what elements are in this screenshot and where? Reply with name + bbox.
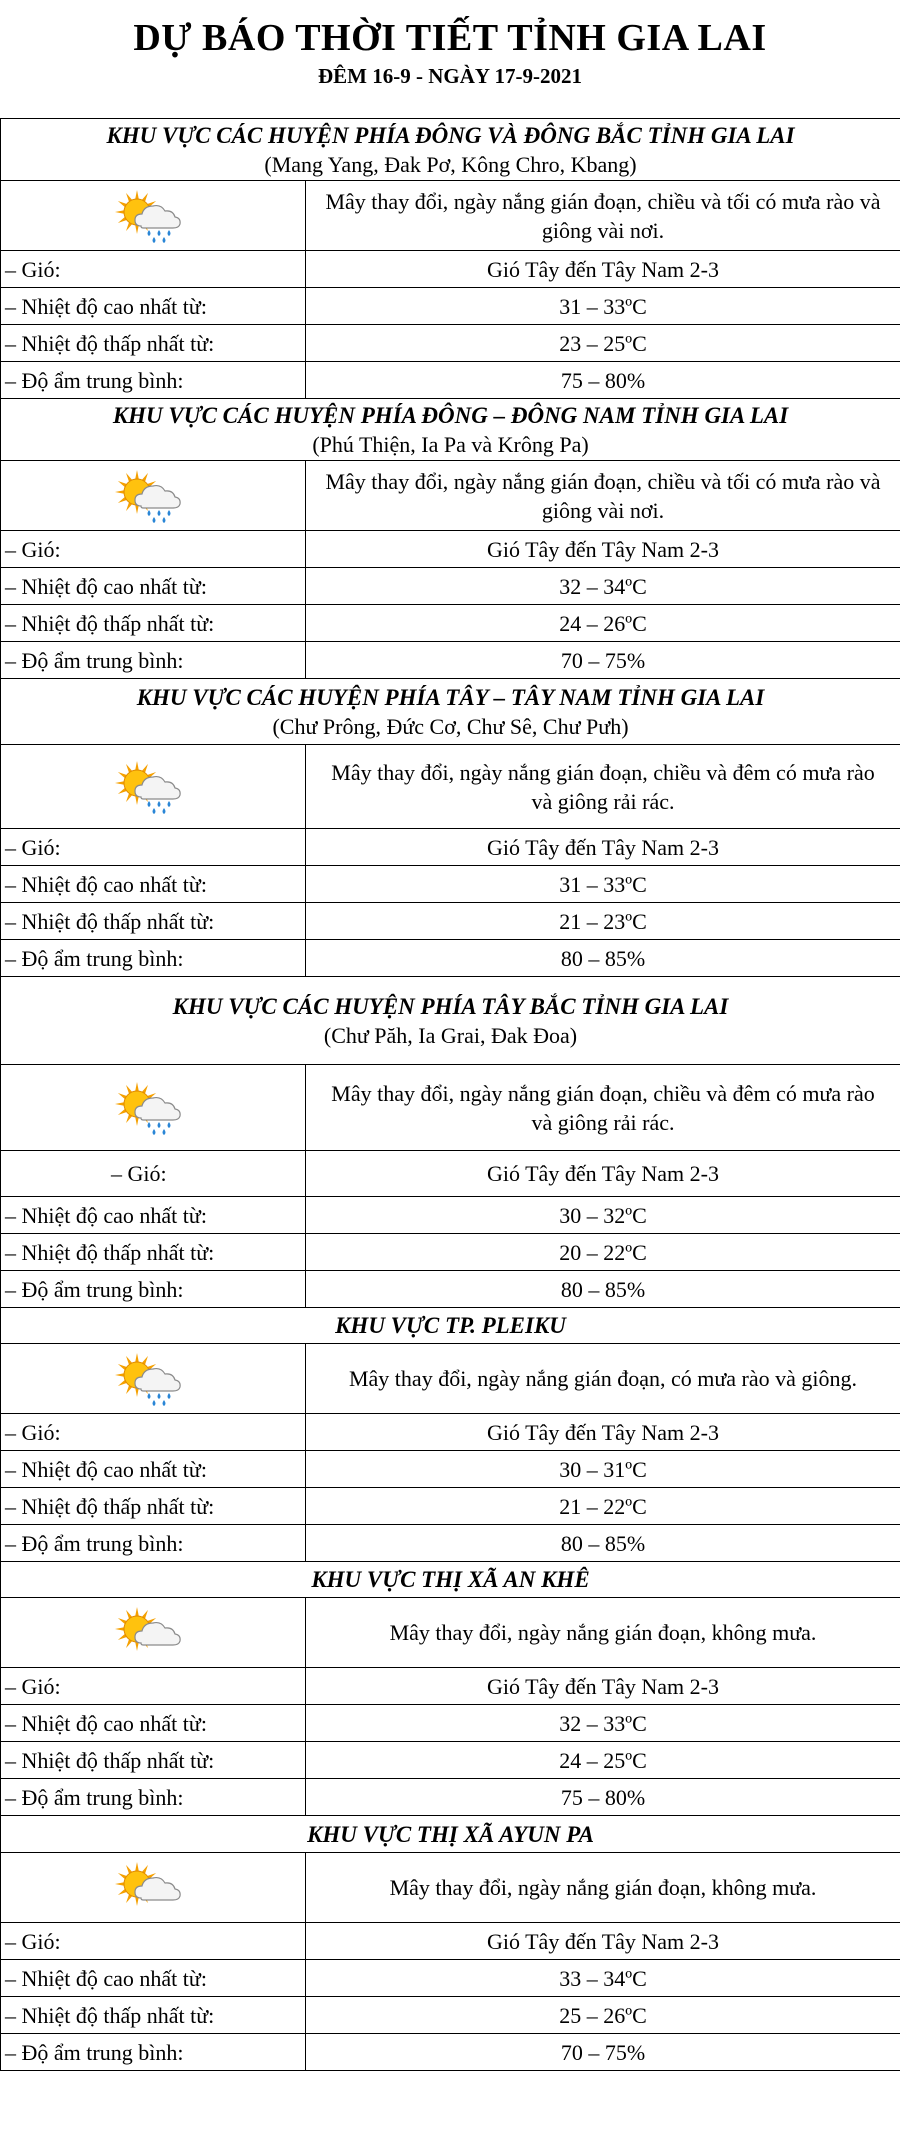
min-temp-value: 21 – 23ºC [306,903,900,940]
region-name: KHU VỰC THỊ XÃ AN KHÊ [311,1567,590,1592]
weather-icon-cell [1,181,306,251]
region-name: KHU VỰC CÁC HUYỆN PHÍA ĐÔNG – ĐÔNG NAM TỈNH GIA LAI [112,402,789,428]
header [0,0,900,118]
region-header [1,1308,900,1344]
min-temp-label: – Nhiệt độ thấp nhất từ: [1,1997,306,2034]
max-temp-row [1,1705,900,1742]
max-temp-value: 31 – 33ºC [306,288,900,325]
region-header [1,679,900,745]
region-header-row [1,1562,900,1598]
sun-cloud-rain-icon [113,481,193,506]
max-temp-row [1,568,900,605]
humidity-value: 70 – 75% [306,642,900,679]
min-temp-row [1,1488,900,1525]
humidity-label: – Độ ẩm trung bình: [1,940,306,977]
max-temp-label: – Nhiệt độ cao nhất từ: [1,1705,306,1742]
max-temp-label: – Nhiệt độ cao nhất từ: [1,288,306,325]
weather-row [1,1598,900,1668]
min-temp-label: – Nhiệt độ thấp nhất từ: [1,903,306,940]
min-temp-value: 21 – 22ºC [306,1488,900,1525]
region-header [1,1562,900,1598]
wind-value: Gió Tây đến Tây Nam 2-3 [306,829,900,866]
weather-icon-cell [1,1853,306,1923]
weather-icon-cell [1,461,306,531]
region-name: KHU VỰC CÁC HUYỆN PHÍA ĐÔNG VÀ ĐÔNG BẮC TỈNH GIA LAI [106,122,795,148]
region-name: KHU VỰC CÁC HUYỆN PHÍA TÂY – TÂY NAM TỈNH GIA LAI [136,684,765,710]
wind-value: Gió Tây đến Tây Nam 2-3 [306,1414,900,1451]
min-temp-label: – Nhiệt độ thấp nhất từ: [1,605,306,642]
sun-cloud-rain-icon [113,201,193,226]
max-temp-value: 30 – 32ºC [306,1197,900,1234]
wind-value: Gió Tây đến Tây Nam 2-3 [306,1151,900,1197]
humidity-value: 80 – 85% [306,1525,900,1562]
min-temp-row [1,1742,900,1779]
page-title: DỰ BÁO THỜI TIẾT TỈNH GIA LAI [133,17,767,59]
sun-cloud-icon [113,1618,193,1643]
min-temp-row [1,605,900,642]
region-header [1,977,900,1065]
humidity-row [1,2034,900,2071]
wind-row [1,531,900,568]
max-temp-value: 30 – 31ºC [306,1451,900,1488]
humidity-label: – Độ ẩm trung bình: [1,1271,306,1308]
humidity-row [1,642,900,679]
weather-row [1,745,900,829]
wind-value: Gió Tây đến Tây Nam 2-3 [306,1923,900,1960]
min-temp-label: – Nhiệt độ thấp nhất từ: [1,1488,306,1525]
max-temp-label: – Nhiệt độ cao nhất từ: [1,1451,306,1488]
wind-label: – Gió: [1,1414,306,1451]
max-temp-label: – Nhiệt độ cao nhất từ: [1,568,306,605]
humidity-label: – Độ ẩm trung bình: [1,362,306,399]
max-temp-label: – Nhiệt độ cao nhất từ: [1,1197,306,1234]
weather-icon-cell [1,1065,306,1151]
sun-cloud-rain-icon [113,1364,193,1389]
max-temp-row [1,288,900,325]
region-header [1,1816,900,1853]
max-temp-row [1,1960,900,1997]
weather-description: Mây thay đổi, ngày nắng gián đoạn, chiều và đêm có mưa rào và giông rải rác. [306,745,900,829]
min-temp-label: – Nhiệt độ thấp nhất từ: [1,325,306,362]
region-districts: (Chư Prông, Đức Cơ, Chư Sê, Chư Pưh) [272,713,629,739]
wind-value: Gió Tây đến Tây Nam 2-3 [306,531,900,568]
humidity-value: 75 – 80% [306,362,900,399]
min-temp-row [1,325,900,362]
min-temp-value: 20 – 22ºC [306,1234,900,1271]
forecast-table [0,118,900,2071]
weather-description: Mây thay đổi, ngày nắng gián đoạn, có mưa rào và giông. [306,1344,900,1414]
region-districts: (Chư Păh, Ia Grai, Đak Đoa) [323,1022,578,1048]
wind-label: – Gió: [1,1668,306,1705]
humidity-row [1,1525,900,1562]
wind-value: Gió Tây đến Tây Nam 2-3 [306,1668,900,1705]
weather-description: Mây thay đổi, ngày nắng gián đoạn, chiều và tối có mưa rào và giông vài nơi. [306,461,900,531]
page-subtitle: ĐÊM 16-9 - NGÀY 17-9-2021 [317,64,583,88]
region-districts: (Phú Thiện, Ia Pa và Krông Pa) [312,431,589,457]
wind-label: – Gió: [1,1151,306,1197]
region-header-row [1,977,900,1065]
wind-row [1,1414,900,1451]
min-temp-row [1,1234,900,1271]
region-name: KHU VỰC THỊ XÃ AYUN PA [307,1821,594,1847]
region-header [1,119,900,181]
region-header-row [1,119,900,181]
min-temp-value: 23 – 25ºC [306,325,900,362]
wind-label: – Gió: [1,829,306,866]
max-temp-row [1,1451,900,1488]
humidity-row [1,1779,900,1816]
humidity-label: – Độ ẩm trung bình: [1,1779,306,1816]
humidity-value: 75 – 80% [306,1779,900,1816]
humidity-value: 70 – 75% [306,2034,900,2071]
weather-icon-cell [1,1598,306,1668]
humidity-value: 80 – 85% [306,940,900,977]
max-temp-value: 33 – 34ºC [306,1960,900,1997]
humidity-value: 80 – 85% [306,1271,900,1308]
wind-row [1,1923,900,1960]
weather-icon-cell [1,1344,306,1414]
region-header-row [1,679,900,745]
weather-description: Mây thay đổi, ngày nắng gián đoạn, chiều và đêm có mưa rào và giông rải rác. [306,1065,900,1151]
humidity-label: – Độ ẩm trung bình: [1,642,306,679]
wind-label: – Gió: [1,1923,306,1960]
min-temp-value: 24 – 25ºC [306,1742,900,1779]
wind-row [1,1151,900,1197]
min-temp-row [1,903,900,940]
min-temp-label: – Nhiệt độ thấp nhất từ: [1,1234,306,1271]
wind-value: Gió Tây đến Tây Nam 2-3 [306,251,900,288]
region-name: KHU VỰC CÁC HUYỆN PHÍA TÂY BẮC TỈNH GIA LAI [172,993,729,1019]
wind-label: – Gió: [1,251,306,288]
weather-icon-cell [1,745,306,829]
max-temp-row [1,866,900,903]
humidity-row [1,1271,900,1308]
region-districts: (Mang Yang, Đak Pơ, Kông Chro, Kbang) [264,151,637,177]
wind-label: – Gió: [1,531,306,568]
wind-row [1,1668,900,1705]
region-header-row [1,1816,900,1853]
weather-description: Mây thay đổi, ngày nắng gián đoạn, không mưa. [306,1598,900,1668]
max-temp-value: 32 – 33ºC [306,1705,900,1742]
max-temp-value: 31 – 33ºC [306,866,900,903]
weather-row [1,1853,900,1923]
sun-cloud-rain-icon [113,1093,193,1118]
weather-row [1,1065,900,1151]
sun-cloud-icon [113,1873,193,1898]
region-header-row [1,399,900,461]
weather-description: Mây thay đổi, ngày nắng gián đoạn, không mưa. [306,1853,900,1923]
wind-row [1,251,900,288]
sun-cloud-rain-icon [113,772,193,797]
humidity-label: – Độ ẩm trung bình: [1,2034,306,2071]
min-temp-value: 24 – 26ºC [306,605,900,642]
max-temp-label: – Nhiệt độ cao nhất từ: [1,1960,306,1997]
humidity-label: – Độ ẩm trung bình: [1,1525,306,1562]
wind-row [1,829,900,866]
min-temp-label: – Nhiệt độ thấp nhất từ: [1,1742,306,1779]
min-temp-row [1,1997,900,2034]
region-header-row [1,1308,900,1344]
min-temp-value: 25 – 26ºC [306,1997,900,2034]
max-temp-label: – Nhiệt độ cao nhất từ: [1,866,306,903]
max-temp-row [1,1197,900,1234]
weather-row [1,1344,900,1414]
weather-row [1,181,900,251]
humidity-row [1,362,900,399]
region-name: KHU VỰC TP. PLEIKU [335,1313,566,1338]
region-header [1,399,900,461]
max-temp-value: 32 – 34ºC [306,568,900,605]
weather-row [1,461,900,531]
weather-description: Mây thay đổi, ngày nắng gián đoạn, chiều và tối có mưa rào và giông vài nơi. [306,181,900,251]
humidity-row [1,940,900,977]
